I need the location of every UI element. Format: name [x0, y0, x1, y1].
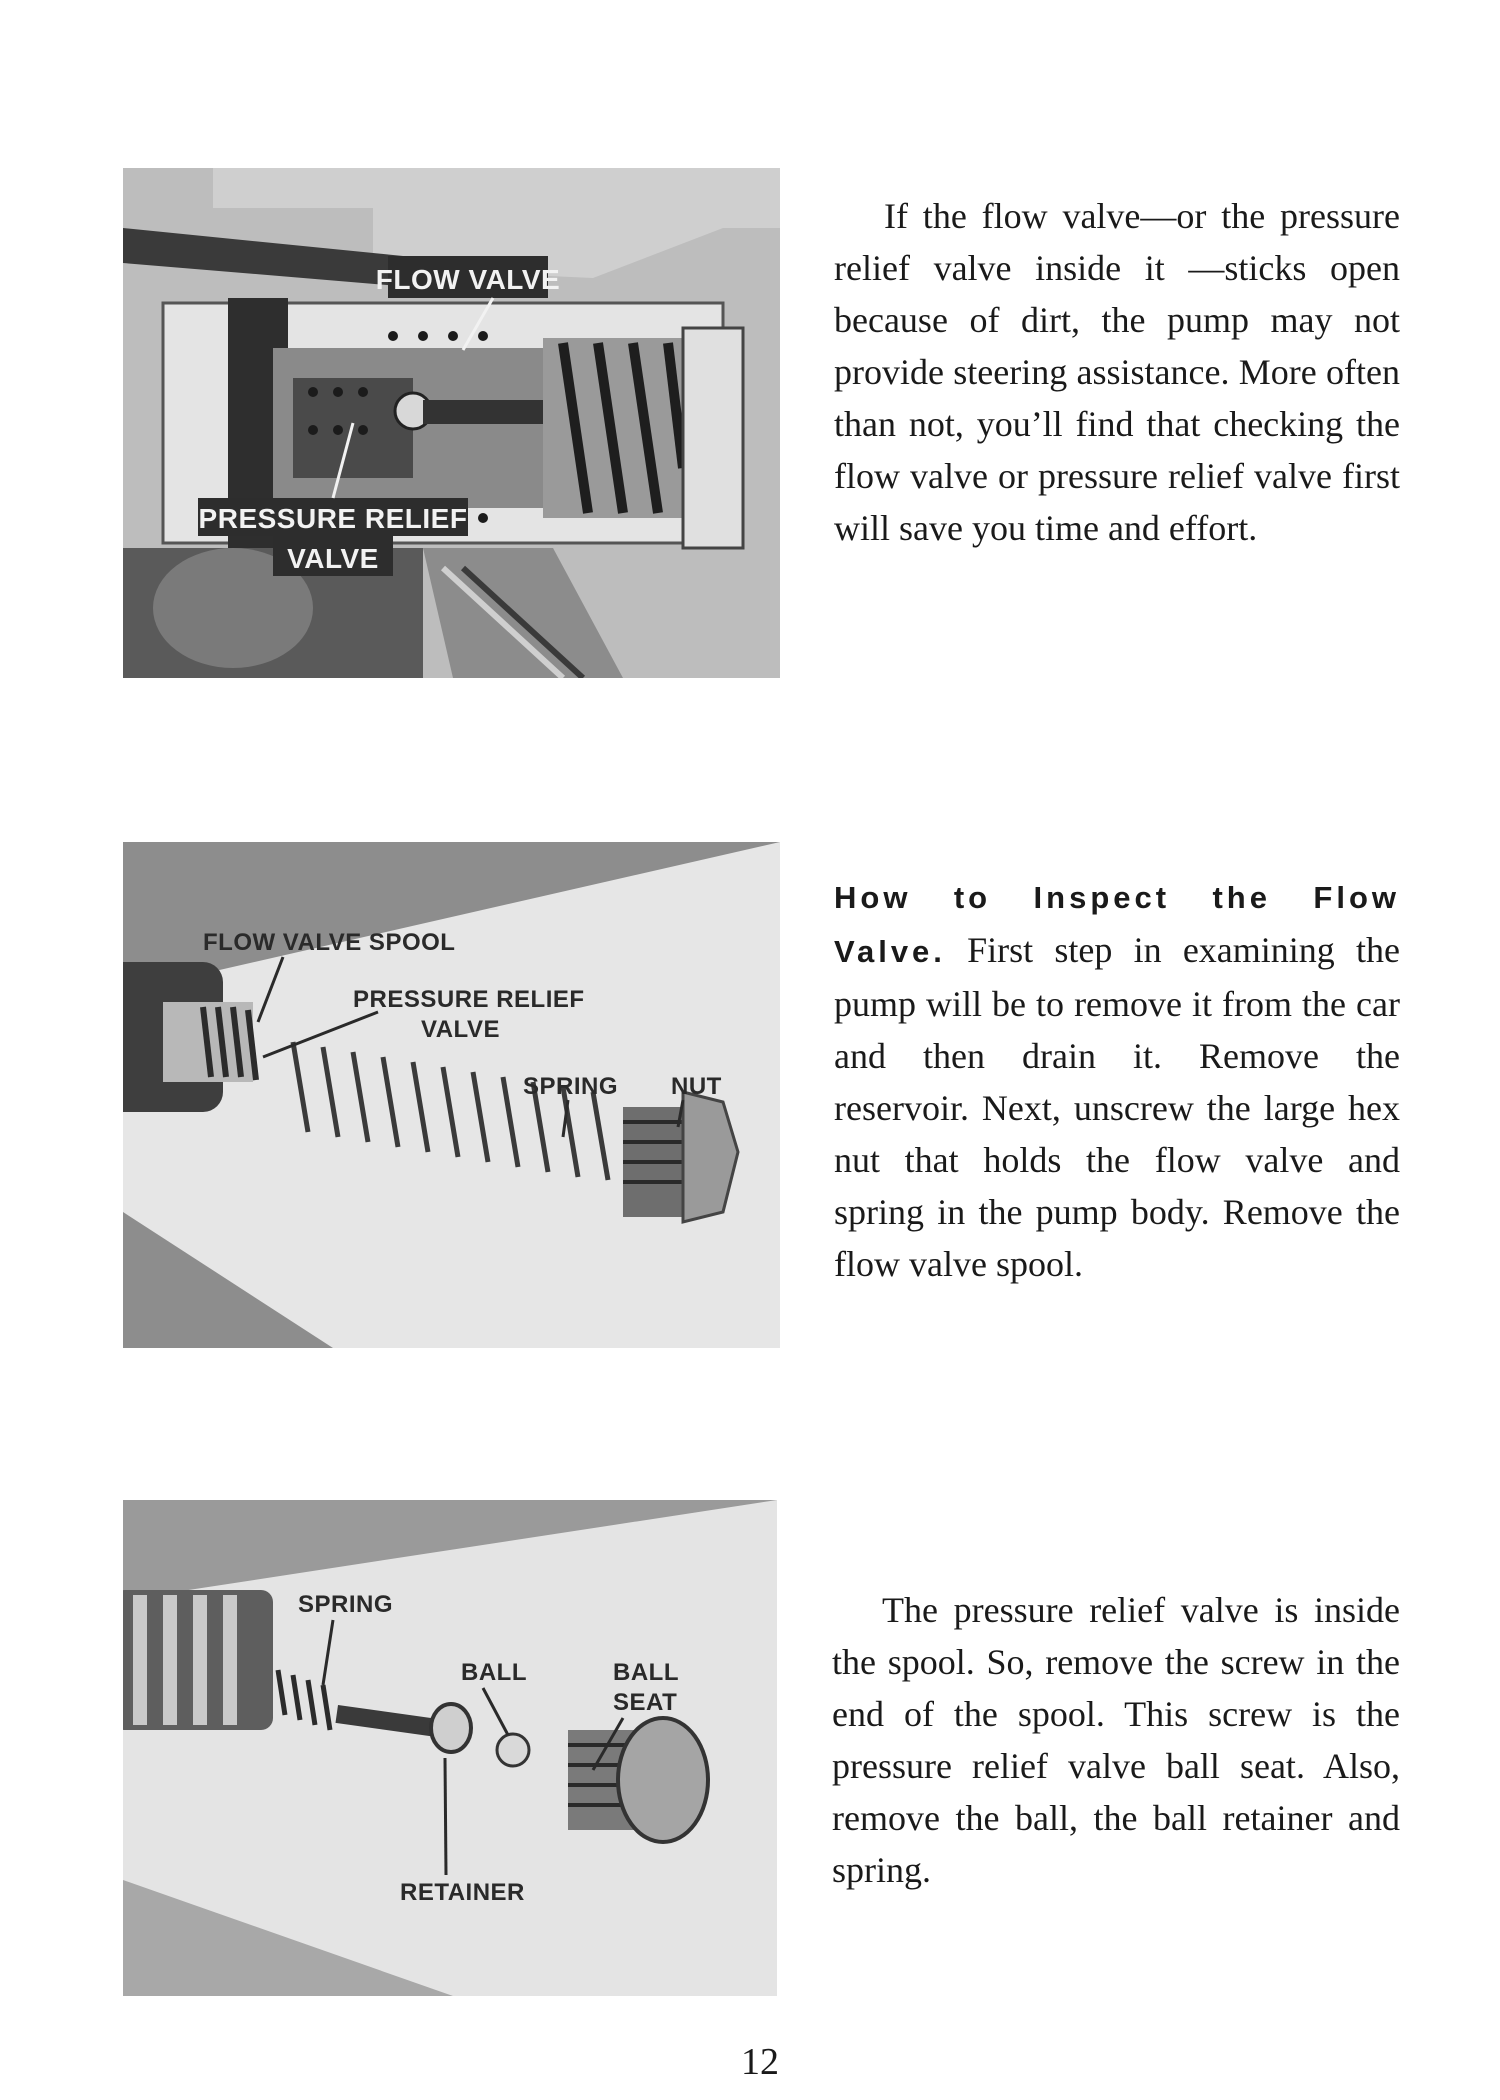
relief-valve-parts-photo [123, 1500, 777, 1996]
spring-label: SPRING [298, 1591, 394, 1618]
ball-label: BALL [461, 1659, 527, 1686]
pressure-relief-valve-label-line1: PRESSURE RELIEF [353, 986, 585, 1013]
spring-label: SPRING [523, 1073, 619, 1100]
flow-valve-label: FLOW VALVE [375, 264, 561, 295]
page-number: 12 [741, 2041, 779, 2083]
ball-seat-label-line1: BALL [613, 1659, 679, 1686]
inspect-paragraph [834, 870, 1400, 1290]
nut-label: NUT [671, 1073, 722, 1100]
pressure-relief-valve-label-line2: VALVE [421, 1016, 500, 1043]
relief-paragraph: The pressure relief valve is inside the spool. So, remove the screw in the end of the spool. This screw is the pressure relief valve ball seat. Also, remove the ball, the ball retainer and spring. [832, 1590, 1400, 1890]
flow-valve-spool-label: FLOW VALVE SPOOL [203, 929, 456, 956]
flow-valve-parts-photo [123, 842, 780, 1348]
ball-seat-label-line2: SEAT [613, 1689, 678, 1716]
retainer-label: RETAINER [400, 1879, 525, 1906]
pressure-relief-valve-label-line2: VALVE [287, 543, 379, 574]
pressure-relief-valve-label-line1: PRESSURE RELIEF [198, 503, 468, 534]
inspect-body: First step in examining the pump will be to remove it from the car and then drain it. Remove the reservoir. Next, unscrew the large hex nut that holds the flow valve and spring in the pump body. Remove the flow valve spool. [834, 930, 1400, 1284]
flow-valve-cutaway-photo [123, 168, 780, 678]
intro-paragraph: If the flow valve—or the pressure relief valve inside it —sticks open because of dirt, the pump may not provide steering assistance. More often than not, you’ll find that checking the flow valve or pressure relief valve first will save you time and effort. [834, 196, 1400, 548]
inspect-heading: How to Inspect the Flow Valve. [834, 880, 1400, 969]
